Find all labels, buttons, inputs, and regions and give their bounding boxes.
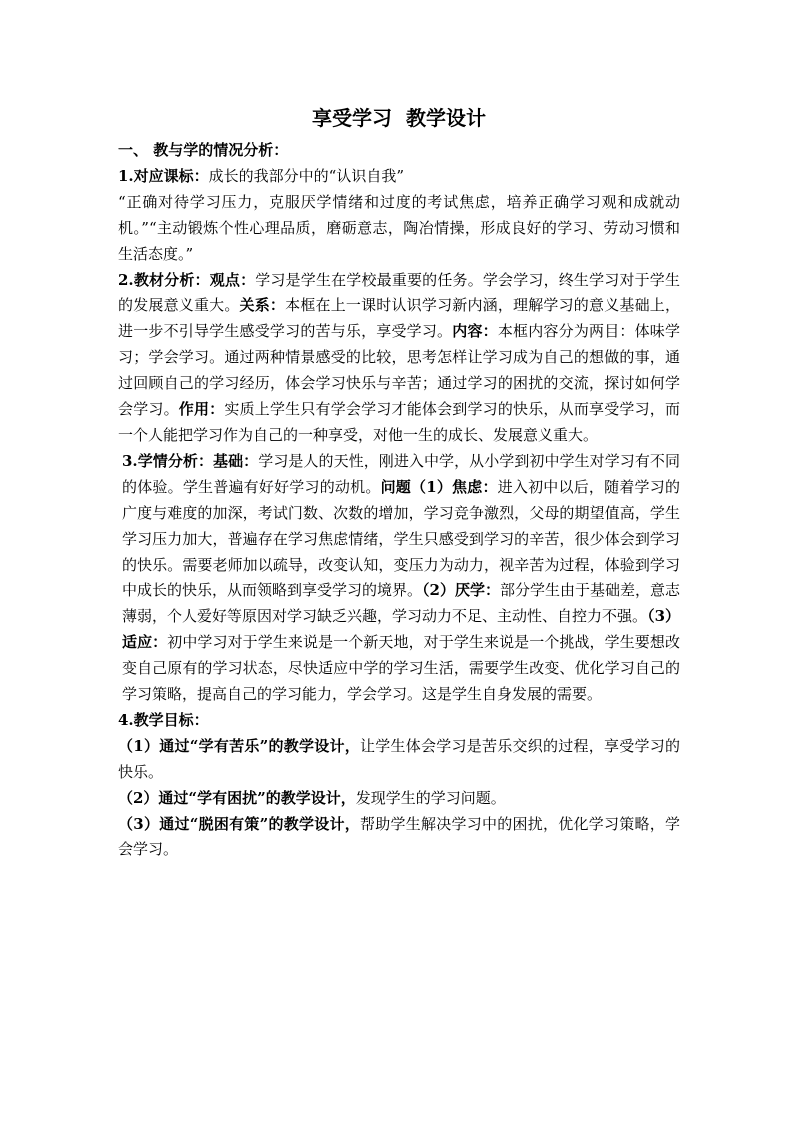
goal-lead: （1）通过“学有苦乐”的教学设计， [118,736,360,755]
goals-heading [118,708,680,734]
goal-lead: （2）通过“学有困扰”的教学设计， [118,788,356,807]
view-text: 学习是学生在学校最重要的任务。学会学习，终生学习对于学生的发展意义重大。 [118,270,680,315]
goal-lead: （3）通过“脱困有策”的教学设计， [118,814,360,833]
section-heading-text: 一、 教与学的情况分析： [118,141,289,159]
document-body [118,100,680,863]
aversion-text: 部分学生由于基础差，意志薄弱，个人爱好等原因对学习缺乏兴趣，学习动力不足、主动性、自控力不强。 [122,581,680,626]
curriculum-label: 1.对应课标： [118,166,209,185]
goal-text: 帮助学生解决学习中的困扰，优化学习策略，学会学习。 [118,814,680,859]
basis-label: 基础： [213,451,259,470]
document-title: 享受学习 教学设计 [312,106,486,130]
learners-label: 3.学情分析： [122,451,214,470]
problem-label: 问题（1）焦虑： [380,477,498,496]
effect-label: 作用： [178,400,225,419]
content-label: 内容： [452,322,498,341]
learners-paragraph [118,449,680,708]
problem-text: 进入初中以后，随着学习的广度与难度的加深，考试门数、次数的增加，学习竞争激烈，父母的期望值高，学生学习压力加大，普遍存在学习焦虑情绪，学生只感受到学习的辛苦，很少体会到学习的快乐。需要老师加以疏导，改变认知，变压力为动力，视辛苦为过程，体验到学习中成长的快乐，从而领略到享受学习的境界。 [122,477,680,600]
textbook-paragraph [118,268,680,449]
goal-item [118,734,680,786]
basis-text: 学习是人的天性，刚进入中学，从小学到初中学生对学习有不同的体验。学生普遍有好好学习的动机。 [122,451,680,496]
goals-label: 4.教学目标： [118,710,209,729]
curriculum-paragraph [118,164,680,190]
goal-text: 让学生体会学习是苦乐交织的过程，享受学习的快乐。 [118,736,680,781]
adapt-label: （3）适应： [122,607,681,652]
view-label: 观点： [209,270,256,289]
section-heading [118,138,680,164]
aversion-label: （2）厌学： [422,581,500,600]
goal-item [118,786,680,812]
textbook-label: 2.教材分析： [118,270,210,289]
adapt-text: 初中学习对于学生来说是一个新天地，对于学生来说是一个挑战，学生要想改变自己原有的学习状态，尽快适应中学的学习生活，需要学生改变、优化学习自己的学习策略，提高自己的学习能力，学会学习。这是学生自身发展的需要。 [122,633,680,704]
curriculum-quote: “正确对待学习压力，克服厌学情绪和过度的考试焦虑，培养正确学习观和成就动机。”“主动锻炼个性心理品质，磨砺意志，陶冶情操，形成良好的学习、劳动习惯和生活态度。” [118,192,680,263]
goal-text: 发现学生的学习问题。 [355,788,506,807]
curriculum-text: 成长的我部分中的“认识自我” [208,166,405,185]
relation-text: 本框在上一课时认识学习新内涵，理解学习的意义基础上，进一步不引导学生感受学习的苦与乐，享受学习。 [118,296,680,341]
goal-item [118,812,680,864]
relation-label: 关系： [239,296,286,315]
content-text: 本框内容分为两目：体味学习；学会学习。通过两种情景感受的比较，思考怎样让学习成为自己的想做的事，通过回顾自己的学习经历，体会学习快乐与辛苦；通过学习的困扰的交流，探讨如何学会学习。 [118,322,680,419]
effect-text: 实质上学生只有学会学习才能体会到学习的快乐，从而享受学习，而一个人能把学习作为自己的一种享受，对他一生的成长、发展意义重大。 [118,400,680,444]
